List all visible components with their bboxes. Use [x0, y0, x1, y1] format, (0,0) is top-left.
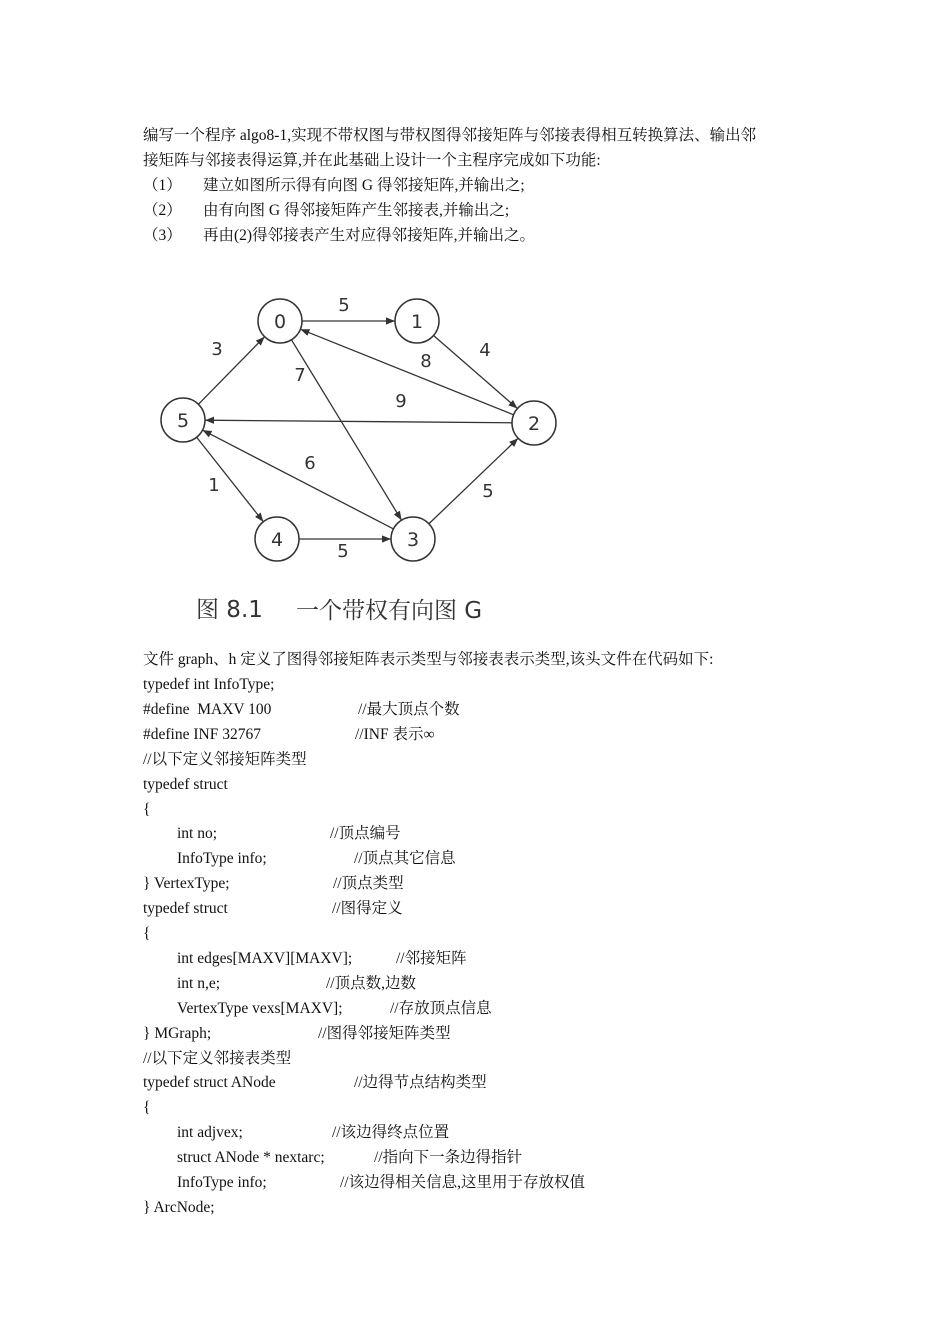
edge-weight-label: 3 [211, 339, 223, 360]
edge-weight-label: 5 [337, 541, 349, 562]
code-line: int n,e; [177, 975, 221, 992]
edge-1-to-2 [434, 335, 518, 408]
edge-5-to-4 [197, 437, 264, 521]
code-line: typedef struct [143, 900, 228, 917]
edge-3-to-2 [429, 438, 518, 524]
node-label: 3 [406, 529, 420, 551]
item-2-number: （2） [143, 202, 182, 219]
code-line: InfoType info; [177, 850, 267, 867]
edge-2-to-5 [205, 420, 512, 423]
edge-weight-label: 6 [304, 453, 316, 474]
code-comment: //该边得终点位置 [332, 1124, 450, 1141]
code-comment: //图得邻接矩阵类型 [318, 1025, 451, 1042]
code-line: int adjvex; [177, 1124, 243, 1141]
item-3-text: 再由(2)得邻接表产生对应得邻接矩阵,并输出之。 [203, 227, 535, 244]
code-line: //以下定义邻接表类型 [143, 1050, 292, 1067]
code-comment: //图得定义 [332, 900, 403, 917]
code-comment: //存放顶点信息 [390, 1000, 492, 1017]
code-comment: //邻接矩阵 [396, 950, 467, 967]
edge-weight-label: 5 [338, 295, 350, 316]
code-line: } ArcNode; [143, 1199, 215, 1216]
intro-line-2: 接矩阵与邻接表得运算,并在此基础上设计一个主程序完成如下功能: [143, 152, 601, 169]
code-line: } VertexType; [143, 875, 230, 892]
intro-line-1: 编写一个程序 algo8-1,实现不带权图与带权图得邻接矩阵与邻接表得相互转换算法、输出邻 [143, 127, 757, 144]
code-comment: //顶点类型 [333, 875, 404, 892]
item-2-text: 由有向图 G 得邻接矩阵产生邻接表,并输出之; [203, 202, 510, 219]
item-1-number: （1） [143, 177, 182, 194]
code-comment: //该边得相关信息,这里用于存放权值 [340, 1174, 585, 1191]
code-line: #define INF 32767 [143, 726, 261, 743]
code-comment: //最大顶点个数 [358, 701, 460, 718]
code-line: } MGraph; [143, 1025, 212, 1042]
code-comment: //边得节点结构类型 [354, 1074, 487, 1091]
item-1-text: 建立如图所示得有向图 G 得邻接矩阵,并输出之; [203, 177, 525, 194]
code-line: struct ANode * nextarc; [177, 1149, 325, 1166]
code-line: { [143, 1099, 151, 1116]
edge-weight-label: 9 [395, 391, 407, 412]
edge-weight-label: 7 [294, 365, 306, 386]
figure-caption-text: 一个带权有向图 G [296, 598, 483, 624]
code-line: int no; [177, 825, 218, 842]
code-line: VertexType vexs[MAXV]; [177, 1000, 343, 1017]
code-line: typedef struct [143, 776, 228, 793]
edge-5-to-0 [198, 337, 264, 405]
edge-weight-label: 1 [208, 475, 220, 496]
node-label: 0 [273, 311, 287, 333]
code-comment: //顶点数,边数 [326, 975, 416, 992]
code-line: #define MAXV 100 [143, 701, 272, 718]
weighted-digraph-figure [140, 280, 580, 625]
code-line: int edges[MAXV][MAXV]; [177, 950, 353, 967]
code-line: //以下定义邻接矩阵类型 [143, 751, 307, 768]
node-label: 2 [527, 413, 541, 435]
code-comment: //INF 表示∞ [355, 726, 435, 743]
file-description: 文件 graph、h 定义了图得邻接矩阵表示类型与邻接表表示类型,该头文件在代码如下: [143, 651, 714, 668]
code-comment: //指向下一条边得指针 [374, 1149, 523, 1166]
code-comment: //顶点编号 [330, 825, 401, 842]
edge-weight-label: 5 [482, 481, 494, 502]
edge-0-to-3 [291, 340, 401, 520]
edge-3-to-5 [203, 430, 394, 529]
figure-caption-number: 图 8.1 [196, 597, 263, 623]
node-label: 4 [270, 529, 284, 551]
code-line: typedef int InfoType; [143, 676, 275, 693]
code-comment: //顶点其它信息 [354, 850, 456, 867]
node-label: 1 [410, 311, 424, 333]
edge-weight-label: 8 [420, 351, 432, 372]
code-line: InfoType info; [177, 1174, 267, 1191]
code-line: { [143, 925, 151, 942]
code-line: typedef struct ANode [143, 1074, 276, 1091]
code-line: { [143, 801, 151, 818]
node-label: 5 [176, 410, 190, 432]
item-3-number: （3） [143, 227, 182, 244]
edge-weight-label: 4 [479, 340, 491, 361]
